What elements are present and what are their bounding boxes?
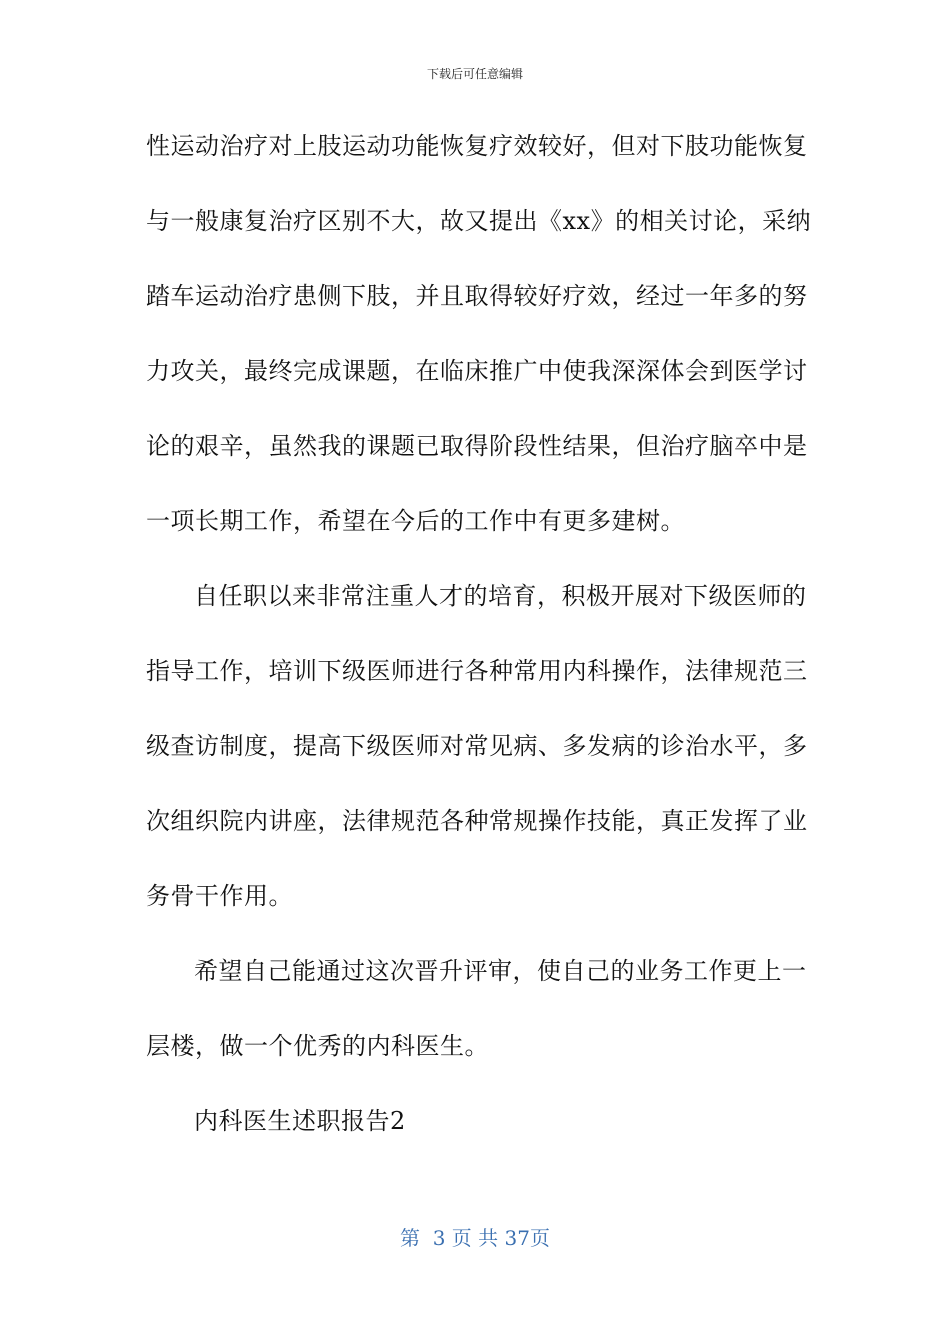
paragraph-line: 论的艰辛，虽然我的课题已取得阶段性结果，但治疗脑卒中是 bbox=[146, 432, 808, 460]
page-number-footer: 第 3 页 共 37页 bbox=[400, 1226, 550, 1250]
paragraph-line: 希望自己能通过这次晋升评审，使自己的业务工作更上一 bbox=[194, 957, 807, 985]
paragraph-line: 性运动治疗对上肢运动功能恢复疗效较好，但对下肢功能恢复 bbox=[146, 132, 808, 160]
paragraph-line: 自任职以来非常注重人才的培育，积极开展对下级医师的 bbox=[194, 582, 807, 610]
paragraph-line: 次组织院内讲座，法律规范各种常规操作技能，真正发挥了业 bbox=[146, 807, 808, 835]
paragraph-line: 层楼，做一个优秀的内科医生。 bbox=[146, 1032, 489, 1060]
paragraph-line: 级查访制度，提高下级医师对常见病、多发病的诊治水平，多 bbox=[146, 732, 808, 760]
paragraph-line: 力攻关，最终完成课题，在临床推广中使我深深体会到医学讨 bbox=[146, 357, 808, 385]
paragraph-line: 指导工作，培训下级医师进行各种常用内科操作，法律规范三 bbox=[146, 657, 808, 685]
paragraph-line: 踏车运动治疗患侧下肢，并且取得较好疗效，经过一年多的努 bbox=[146, 282, 808, 310]
paragraph-line: 一项长期工作，希望在今后的工作中有更多建树。 bbox=[146, 507, 685, 535]
document-body bbox=[146, 121, 812, 1171]
paragraph-line: 与一般康复治疗区别不大，故又提出《xx》的相关讨论，采纳 bbox=[146, 207, 812, 235]
section-heading: 内科医生述职报告2 bbox=[194, 1107, 406, 1135]
page-header: 下载后可任意编辑 bbox=[426, 67, 523, 81]
paragraph-line: 务骨干作用。 bbox=[146, 882, 293, 910]
